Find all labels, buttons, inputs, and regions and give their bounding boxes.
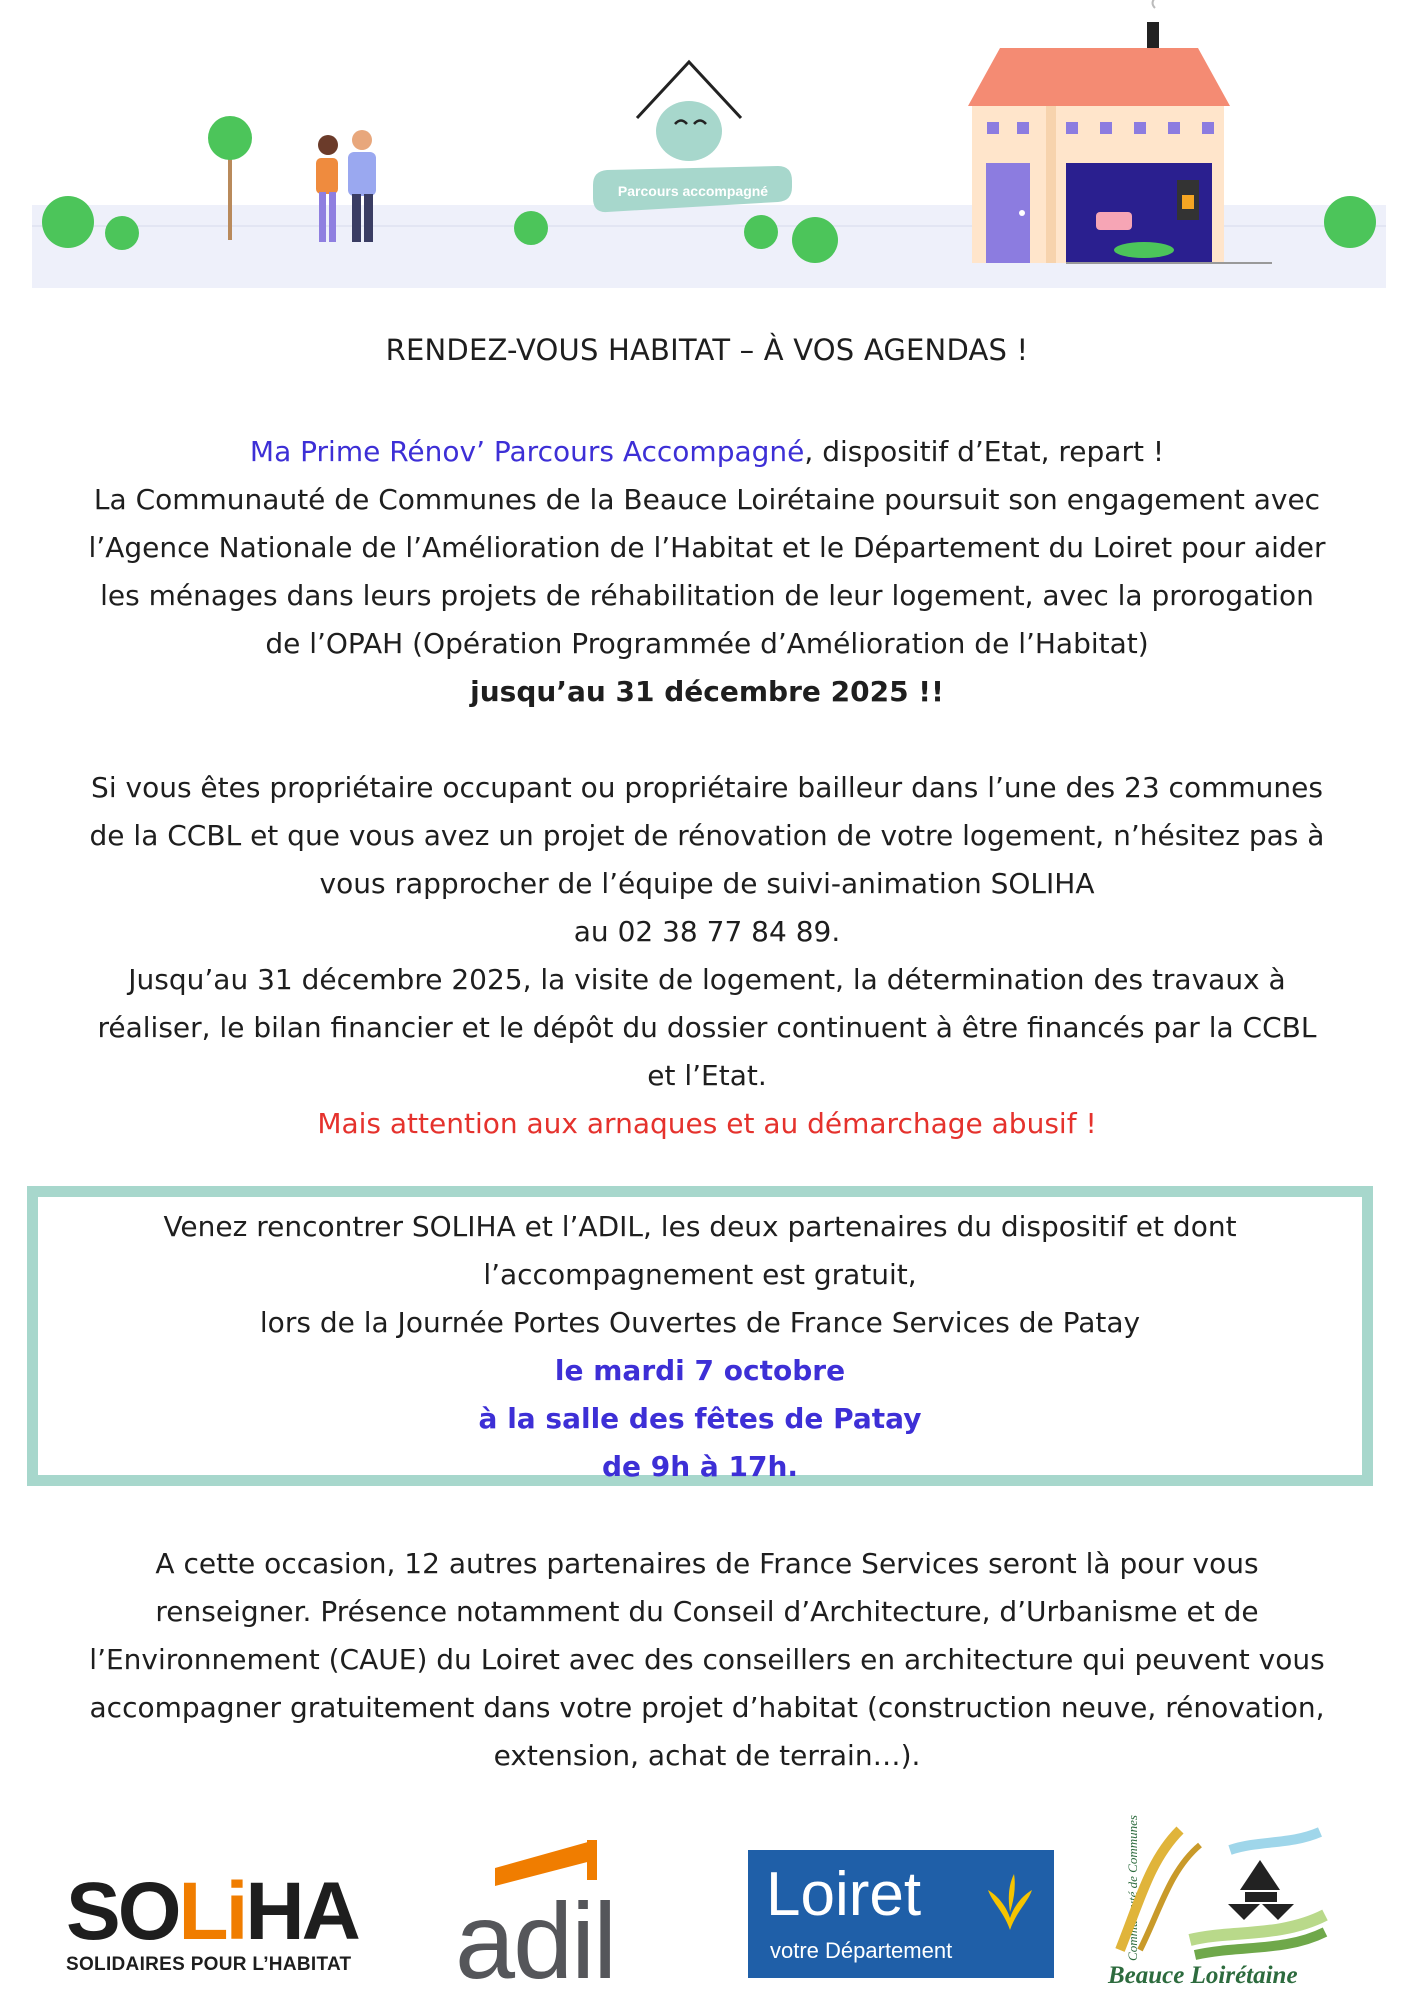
soliha-wordmark: SOLiHA — [66, 1866, 358, 1957]
closing-line-5: extension, achat de terrain…). — [493, 1739, 921, 1772]
info-line-3: vous rapprocher de l’équipe de suivi-animation SOLIHA — [319, 867, 1095, 900]
scam-warning: Mais attention aux arnaques et au démarchage abusif ! — [317, 1107, 1097, 1140]
info-line-6: réaliser, le bilan financier et le dépôt du dossier continuent à être financés par la CCBL — [97, 1011, 1317, 1044]
house-logo-icon — [637, 62, 741, 161]
wheat-field-icon — [1110, 1820, 1330, 1960]
page-title — [40, 326, 1374, 374]
intro-line-1-rest: , dispositif d’Etat, repart ! — [804, 435, 1165, 468]
ccbl-vertical-text: Communauté de Communes — [1124, 1815, 1140, 1961]
banner-illustration — [32, 0, 1386, 288]
intro-deadline: jusqu’au 31 décembre 2025 !! — [470, 675, 944, 708]
closing-line-2: renseigner. Présence notamment du Conseil d’Architecture, d’Urbanisme et de — [155, 1595, 1259, 1628]
event-place: à la salle des fêtes de Patay — [478, 1402, 922, 1435]
event-line-1: Venez rencontrer SOLIHA et l’ADIL, les deux partenaires du dispositif et dont — [163, 1210, 1237, 1243]
info-line-2: de la CCBL et que vous avez un projet de rénovation de votre logement, n’hésitez pas à — [89, 819, 1325, 852]
event-hours: de 9h à 17h. — [601, 1450, 799, 1483]
intro-paragraph — [40, 428, 1374, 716]
info-line-5: Jusqu’au 31 décembre 2025, la visite de logement, la détermination des travaux à — [128, 963, 1286, 996]
intro-line-1 — [40, 428, 1374, 476]
loiret-tagline: votre Département — [770, 1938, 953, 1963]
adil-logo — [455, 1840, 665, 1990]
info-paragraph — [40, 764, 1374, 1148]
intro-line-4: les ménages dans leurs projets de réhabilitation de leur logement, avec la prorogation — [100, 579, 1314, 612]
partner-logos — [0, 1810, 1414, 2000]
info-phone: au 02 38 77 84 89. — [573, 915, 841, 948]
program-name: Ma Prime Rénov’ Parcours Accompagné — [249, 435, 805, 468]
badge-label: Parcours accompagné — [617, 183, 769, 199]
title-text: RENDEZ-VOUS HABITAT – À VOS AGENDAS ! — [385, 333, 1029, 367]
ccbl-logo — [1090, 1810, 1340, 2000]
event-box — [27, 1186, 1373, 1486]
closing-line-3: l’Environnement (CAUE) du Loiret avec des conseillers en architecture qui peuvent vous — [89, 1643, 1325, 1676]
ccbl-name: Beauce Loirétaine — [1108, 1962, 1298, 1989]
info-line-1: Si vous êtes propriétaire occupant ou propriétaire bailleur dans l’une des 23 communes — [91, 771, 1323, 804]
adil-wordmark: adil — [455, 1880, 616, 1990]
event-date: le mardi 7 octobre — [554, 1354, 846, 1387]
soliha-logo — [66, 1866, 366, 1982]
soliha-tagline: SOLIDAIRES POUR L’HABITAT — [66, 1954, 352, 1975]
closing-line-1: A cette occasion, 12 autres partenaires de France Services seront là pour vous — [155, 1547, 1259, 1580]
wheat-icon — [984, 1872, 1036, 1932]
event-line-2: l’accompagnement est gratuit, — [483, 1258, 917, 1291]
loiret-wordmark: Loiret — [766, 1860, 922, 1929]
closing-paragraph — [40, 1540, 1374, 1780]
intro-line-3: l’Agence Nationale de l’Amélioration de l’Habitat et le Département du Loiret pour aider — [88, 531, 1326, 564]
event-line-3: lors de la Journée Portes Ouvertes de France Services de Patay — [259, 1306, 1141, 1339]
intro-line-2: La Communauté de Communes de la Beauce Loirétaine poursuit son engagement avec — [93, 483, 1321, 516]
intro-line-5: de l’OPAH (Opération Programmée d’Amélioration de l’Habitat) — [265, 627, 1149, 660]
loiret-logo — [748, 1850, 1054, 1978]
info-line-7: et l’Etat. — [647, 1059, 767, 1092]
closing-line-4: accompagner gratuitement dans votre projet d’habitat (construction neuve, rénovation, — [89, 1691, 1325, 1724]
